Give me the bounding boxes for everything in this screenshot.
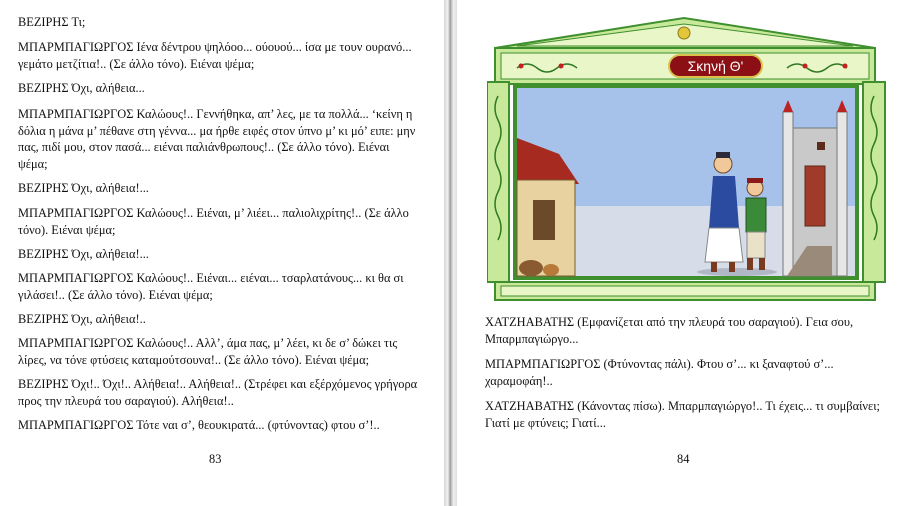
dialogue-line: ΜΠΑΡΜΠΑΓΙΩΡΓΟΣ Καλώους!.. Ειέναι... ειέναι... τσαρλατάνους... κι θα σι γιλάσει!.. (Σε άλλο τόνο). Ειέναι ψέμα; (18, 271, 404, 302)
dialogue-line: ΜΠΑΡΜΠΑΓΙΩΡΓΟΣ Ιένα δέντρου ψηλόοο... ούουού... ίσα με τουν ουρανό... γεμάτο μετζίτια!.. (Σε άλλο τόνο). Ειέναι ψέμα; (18, 40, 412, 71)
stage-illustration (487, 16, 887, 306)
dialogue-line: ΜΠΑΡΜΠΑΓΙΩΡΓΟΣ Καλώους!.. Αλλ’, άμα πας, μ’ λέει, κι δε σ’ δώκει τις λίρες, να τόνε φτύσεις καταμούτσουνα!.. (Σε άλλο τόνο). Ειέναι ψέμα; (18, 336, 398, 367)
dialogue-line: ΒΕΖΙΡΗΣ Όχι!.. Όχι!.. Αλήθεια!.. Αλήθεια!.. (Στρέφει και εξέρχόμενος γρήγορα προς την πλευρά του σαραγιού). Αλήθεια!.. (18, 377, 418, 408)
dialogue-line: ΒΕΖΙΡΗΣ Όχι, αλήθεια... (18, 81, 145, 95)
left-page (0, 0, 444, 506)
dialogue-line: ΒΕΖΙΡΗΣ Όχι, αλήθεια!... (18, 181, 149, 195)
dialogue-line: ΒΕΖΙΡΗΣ Όχι, αλήθεια!.. (18, 312, 146, 326)
dialogue-line: ΜΠΑΡΜΠΑΓΙΩΡΓΟΣ Τότε ναι σ’, θεουκιρατά... (φτύνοντας) φτου σ’!.. (18, 418, 380, 432)
dialogue-line: ΒΕΖΙΡΗΣ Όχι, αλήθεια!... (18, 247, 149, 261)
page-number: 83 (209, 452, 222, 466)
dialogue-line: ΒΕΖΙΡΗΣ Τι; (18, 15, 86, 29)
right-page (457, 0, 901, 506)
dialogue-line: ΧΑΤΖΗΑΒΑΤΗΣ (Κάνοντας πίσω). Μπαρμπαγιώργο!.. Τι έχεις... τι συμβαίνει; Γιατί με φτύνεις; Γιατί... (485, 399, 881, 430)
book-gutter (444, 0, 457, 506)
dialogue-line: ΜΠΑΡΜΠΑΓΙΩΡΓΟΣ Καλώους!.. Ειέναι, μ’ λιέει... παλιολιχρίτης!.. (Σε άλλο τόνο). Ειέναι ψέμα; (18, 206, 409, 237)
dialogue-line: ΜΠΑΡΜΠΑΓΙΩΡΓΟΣ (Φτύνοντας πάλι). Φτου σ’... κι ξαναφτού σ’... χαραμοφάη!.. (485, 357, 834, 388)
page-number: 84 (677, 452, 690, 466)
scene-title: Σκηνή Θ' (668, 54, 763, 78)
dialogue-line: ΧΑΤΖΗΑΒΑΤΗΣ (Εμφανίζεται από την πλευρά του σαραγιού). Γεια σου, Μπαρμπαγιώργο... (485, 315, 854, 346)
dialogue-line: ΜΠΑΡΜΠΑΓΙΩΡΓΟΣ Καλώους!.. Γεννήθηκα, απ’ λες, με τα πολλά... ‘κείνη η δόλια η μάνα μ’ πέθανε στη γέννα... μα ήρθε ειφές στον ύπνο μ’ κι μό’ ειπε: μην πας, πιδί μου, στον πασά... ειέναι παλιάνθρωπους!.. (Σε άλλο τόνο). Ειέναι ψέμα; (18, 107, 416, 171)
